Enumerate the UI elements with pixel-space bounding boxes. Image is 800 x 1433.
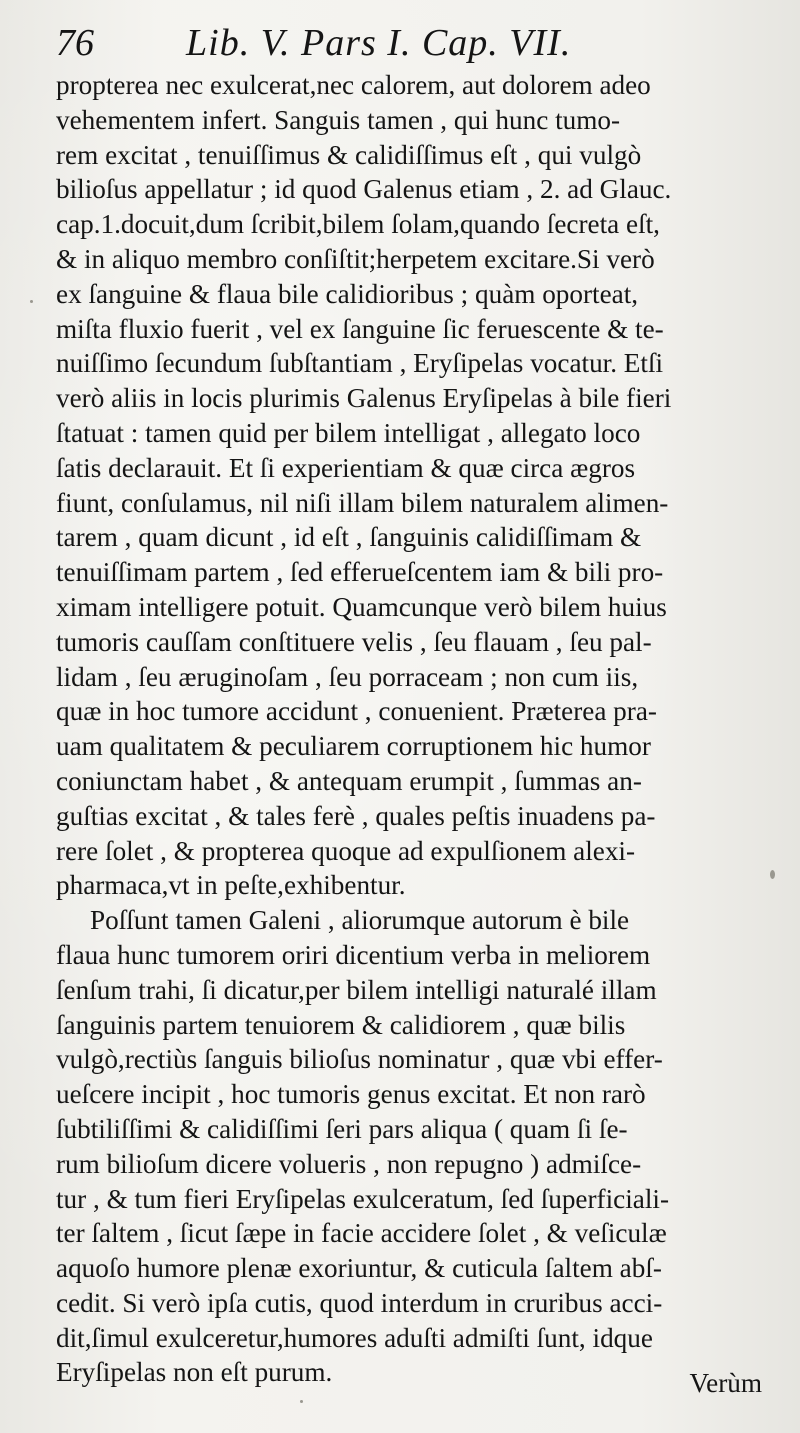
text-line: ſubtiliſſimi & calidiſſimi ſeri pars aliqua ( quam ſi ſe- [56,1113,628,1144]
text-line: ſatis declarauit. Et ſi experientiam & quæ circa ægros [56,452,636,483]
text-line: ter ſaltem , ſicut ſæpe in facie accidere ſolet , & veſiculæ [56,1218,667,1249]
text-line: Poſſunt tamen Galeni , aliorumque autorum è bile [90,905,630,936]
text-line: tenuiſſimam partem , ſed efferueſcentem iam & bili pro- [56,557,664,588]
paragraph [56,68,768,903]
text-line: quæ in hoc tumore accidunt , conuenient. Præterea pra- [56,696,657,727]
paper-speck [300,1400,303,1403]
paper-speck [30,300,33,303]
text-line: vehementem infert. Sanguis tamen , qui hunc tumo- [56,104,621,135]
text-line: tarem , quam dicunt , id eſt , ſanguinis calidiſſimam & [56,522,642,553]
text-line: vulgò,rectiùs ſanguis bilioſus nominatur , quæ vbi effer- [56,1044,663,1075]
text-line: rere ſolet , & propterea quoque ad expulſionem alexi- [56,835,636,866]
paper-speck [770,870,775,879]
text-line: rem excitat , tenuiſſimus & calidiſſimus eſt , qui vulgò [56,139,642,170]
text-line: ſanguinis partem tenuiorem & calidiorem , quæ bilis [56,1009,626,1040]
text-line: guſtias excitat , & tales ferè , quales peſtis inuadens pa- [56,800,656,831]
text-line: coniunctam habet , & antequam erumpit , ſummas an- [56,765,642,796]
running-head [56,18,756,68]
text-line: flaua hunc tumorem oriri dicentium verba in meliorem [56,939,651,970]
text-line: nuiſſimo ſecundum ſubſtantiam , Eryſipelas vocatur. Etſi [56,348,664,379]
text-line: lidam , ſeu æruginoſam , ſeu porraceam ; non cum iis, [56,661,639,692]
text-line: fiunt, conſulamus, nil niſi illam bilem naturalem alimen- [56,487,669,518]
running-title: Lib. V. Pars I. Cap. VII. [186,22,572,64]
text-line: cap.1.docuit,dum ſcribit,bilem ſolam,quando ſecreta eſt, [56,209,660,240]
text-line: verò aliis in locis plurimis Galenus Eryſipelas à bile fieri [56,383,672,414]
text-line: cedit. Si verò ipſa cutis, quod interdum in cruribus acci- [56,1287,663,1318]
text-line: aquoſo humore plenæ exoriuntur, & cuticula ſaltem abſ- [56,1253,662,1284]
text-line: pharmaca,vt in peſte,exhibentur. [56,870,406,901]
text-line: miſta fluxio fuerit , vel ex ſanguine ſic feruescente & te- [56,313,664,344]
paragraph [56,903,768,1390]
text-line: uam qualitatem & peculiarem corruptionem hic humor [56,731,651,762]
text-line: propterea nec exulcerat,nec calorem, aut dolorem adeo [56,70,651,100]
text-line: ex ſanguine & flaua bile calidioribus ; quàm oporteat, [56,278,639,309]
text-line: Eryſipelas non eſt purum. [56,1357,333,1388]
catchword: Verùm [689,1368,762,1398]
page-number: 76 [56,22,94,64]
text-line: tur , & tum fieri Eryſipelas exulceratum, ſed ſuperficiali- [56,1183,670,1214]
text-line: dit,ſimul exulceretur,humores aduſti admiſti ſunt, idque [56,1322,653,1353]
text-line: ſenſum trahi, ſi dicatur,per bilem intelligi naturalé illam [56,974,657,1005]
text-line: tumoris cauſſam conſtituere velis , ſeu flauam , ſeu pal- [56,626,652,657]
text-line: ueſcere incipit , hoc tumoris genus excitat. Et non rarò [56,1079,646,1110]
text-line: ſtatuat : tamen quid per bilem intelligat , allegato loco [56,417,641,448]
text-line: bilioſus appellatur ; id quod Galenus etiam , 2. ad Glauc. [56,174,672,205]
text-line: ximam intelligere potuit. Quamcunque verò bilem huius [56,591,667,622]
text-line: rum bilioſum dicere volueris , non repugno ) admiſce- [56,1148,642,1179]
text-line: & in aliquo membro conſiſtit;herpetem excitare.Si verò [56,243,655,274]
body-text [56,68,768,1390]
